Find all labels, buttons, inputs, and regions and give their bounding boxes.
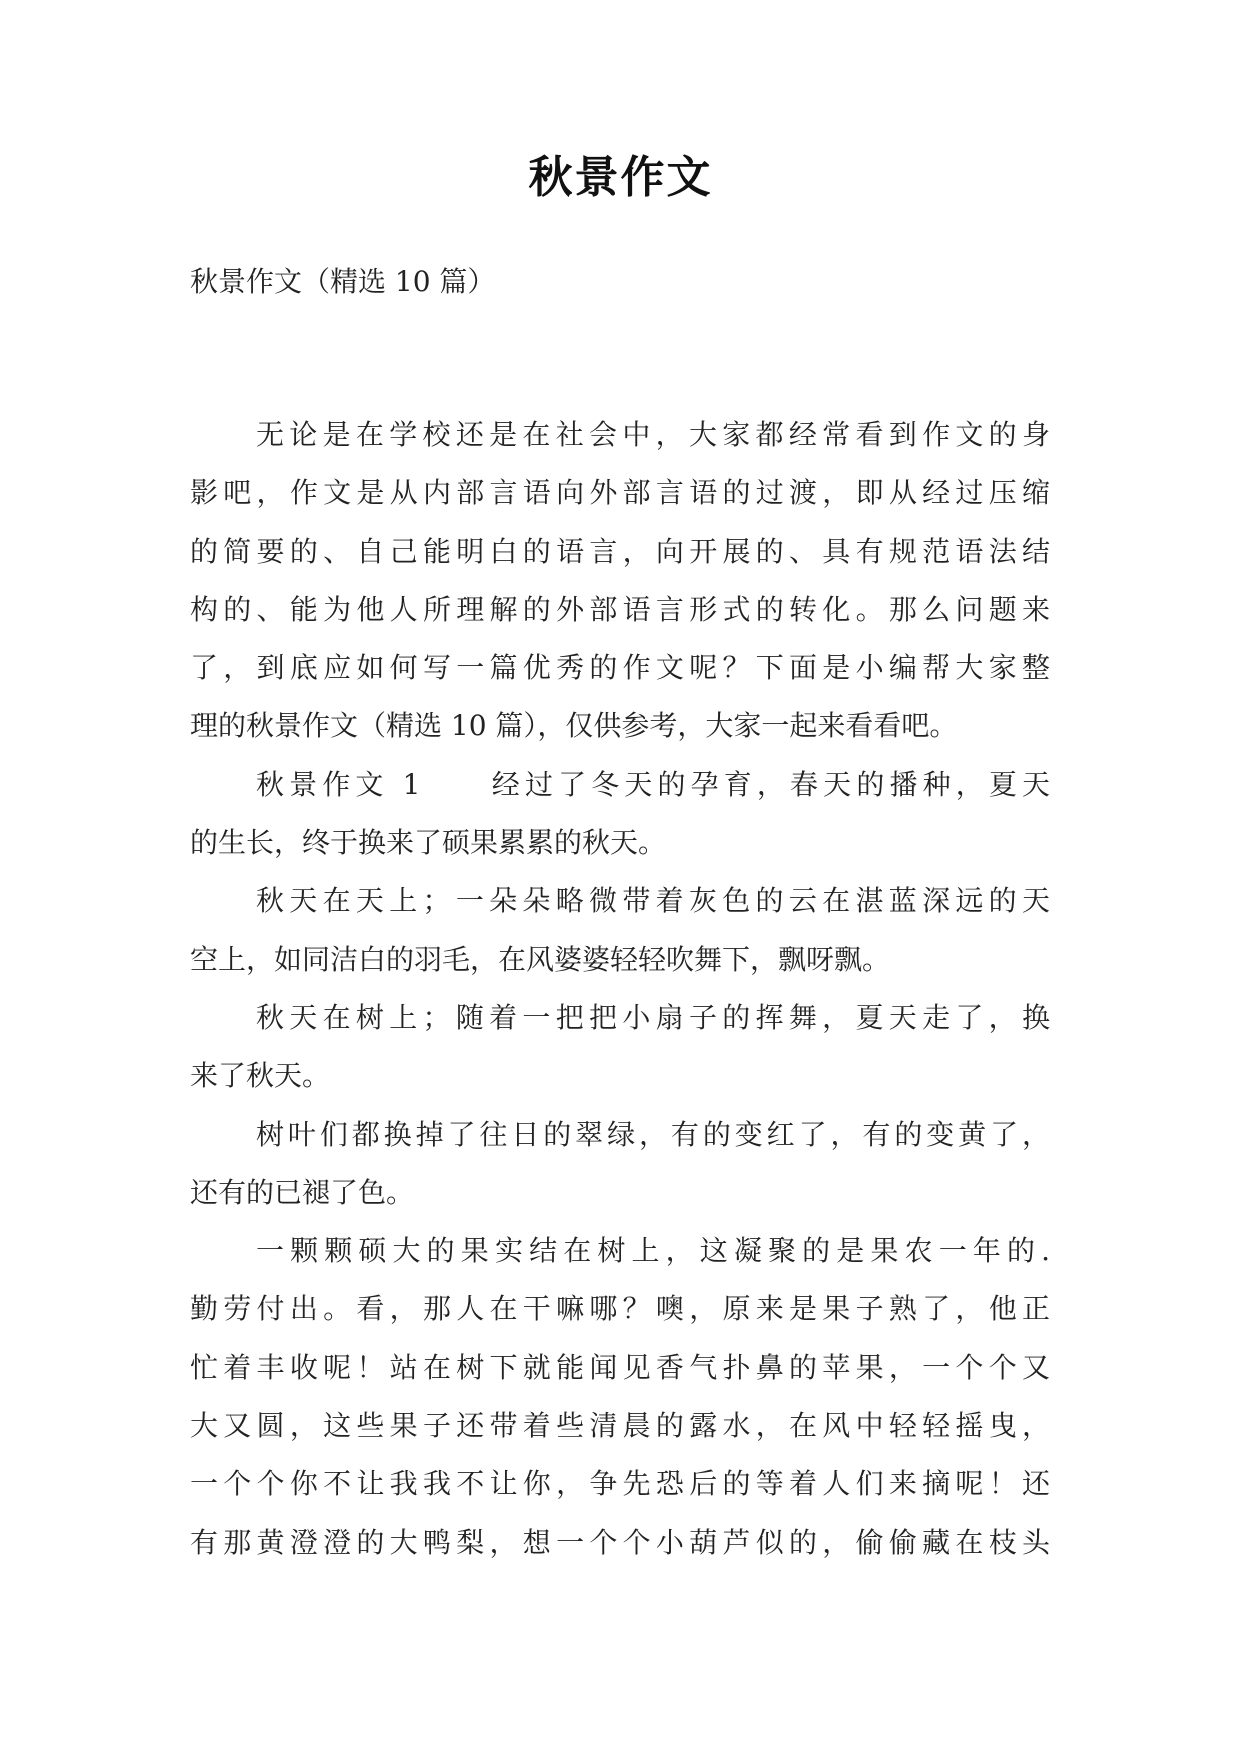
body-line: 秋天在天上；一朵朵略微带着灰色的云在湛蓝深远的天 (256, 884, 1050, 918)
document-subtitle: 秋景作文（精选 10 篇） (190, 265, 496, 298)
document-body (190, 406, 1050, 1572)
body-line: 树叶们都换掉了往日的翠绿，有的变红了，有的变黄了， (256, 1117, 1050, 1151)
body-line: 了，到底应如何写一篇优秀的作文呢？下面是小编帮大家整 (190, 651, 1050, 685)
body-line: 勤劳付出。看，那人在干嘛哪？噢，原来是果子熟了，他正 (190, 1292, 1050, 1326)
body-line: 的生长，终于换来了硕果累累的秋天。 (190, 826, 667, 860)
body-line: 构的、能为他人所理解的外部语言形式的转化。那么问题来 (190, 592, 1050, 626)
body-line: 一颗颗硕大的果实结在树上，这凝聚的是果农一年的. (256, 1234, 1050, 1268)
body-line: 大又圆，这些果子还带着些清晨的露水，在风中轻轻摇曳， (190, 1409, 1050, 1443)
body-line: 秋景作文 1 经过了冬天的孕育，春天的播种，夏天 (256, 767, 1050, 801)
body-line: 忙着丰收呢！站在树下就能闻见香气扑鼻的苹果，一个个又 (190, 1350, 1050, 1384)
body-line: 理的秋景作文（精选 10 篇），仅供参考，大家一起来看看吧。 (190, 709, 958, 743)
body-line: 来了秋天。 (190, 1059, 331, 1093)
body-line: 空上，如同洁白的羽毛，在风婆婆轻轻吹舞下，飘呀飘。 (190, 942, 891, 976)
body-line: 有那黄澄澄的大鸭梨，想一个个小葫芦似的，偷偷藏在枝头 (190, 1525, 1050, 1559)
body-line: 无论是在学校还是在社会中，大家都经常看到作文的身 (256, 418, 1050, 451)
body-line: 的简要的、自己能明白的语言，向开展的、具有规范语法结 (190, 534, 1050, 568)
body-line: 还有的已褪了色。 (190, 1175, 415, 1209)
body-line: 秋天在树上；随着一把把小扇子的挥舞，夏天走了，换 (256, 1000, 1050, 1034)
body-line: 影吧，作文是从内部言语向外部言语的过渡，即从经过压缩 (190, 476, 1050, 510)
document-title: 秋景作文 (528, 152, 713, 203)
body-line: 一个个你不让我我不让你，争先恐后的等着人们来摘呢！还 (190, 1467, 1050, 1501)
